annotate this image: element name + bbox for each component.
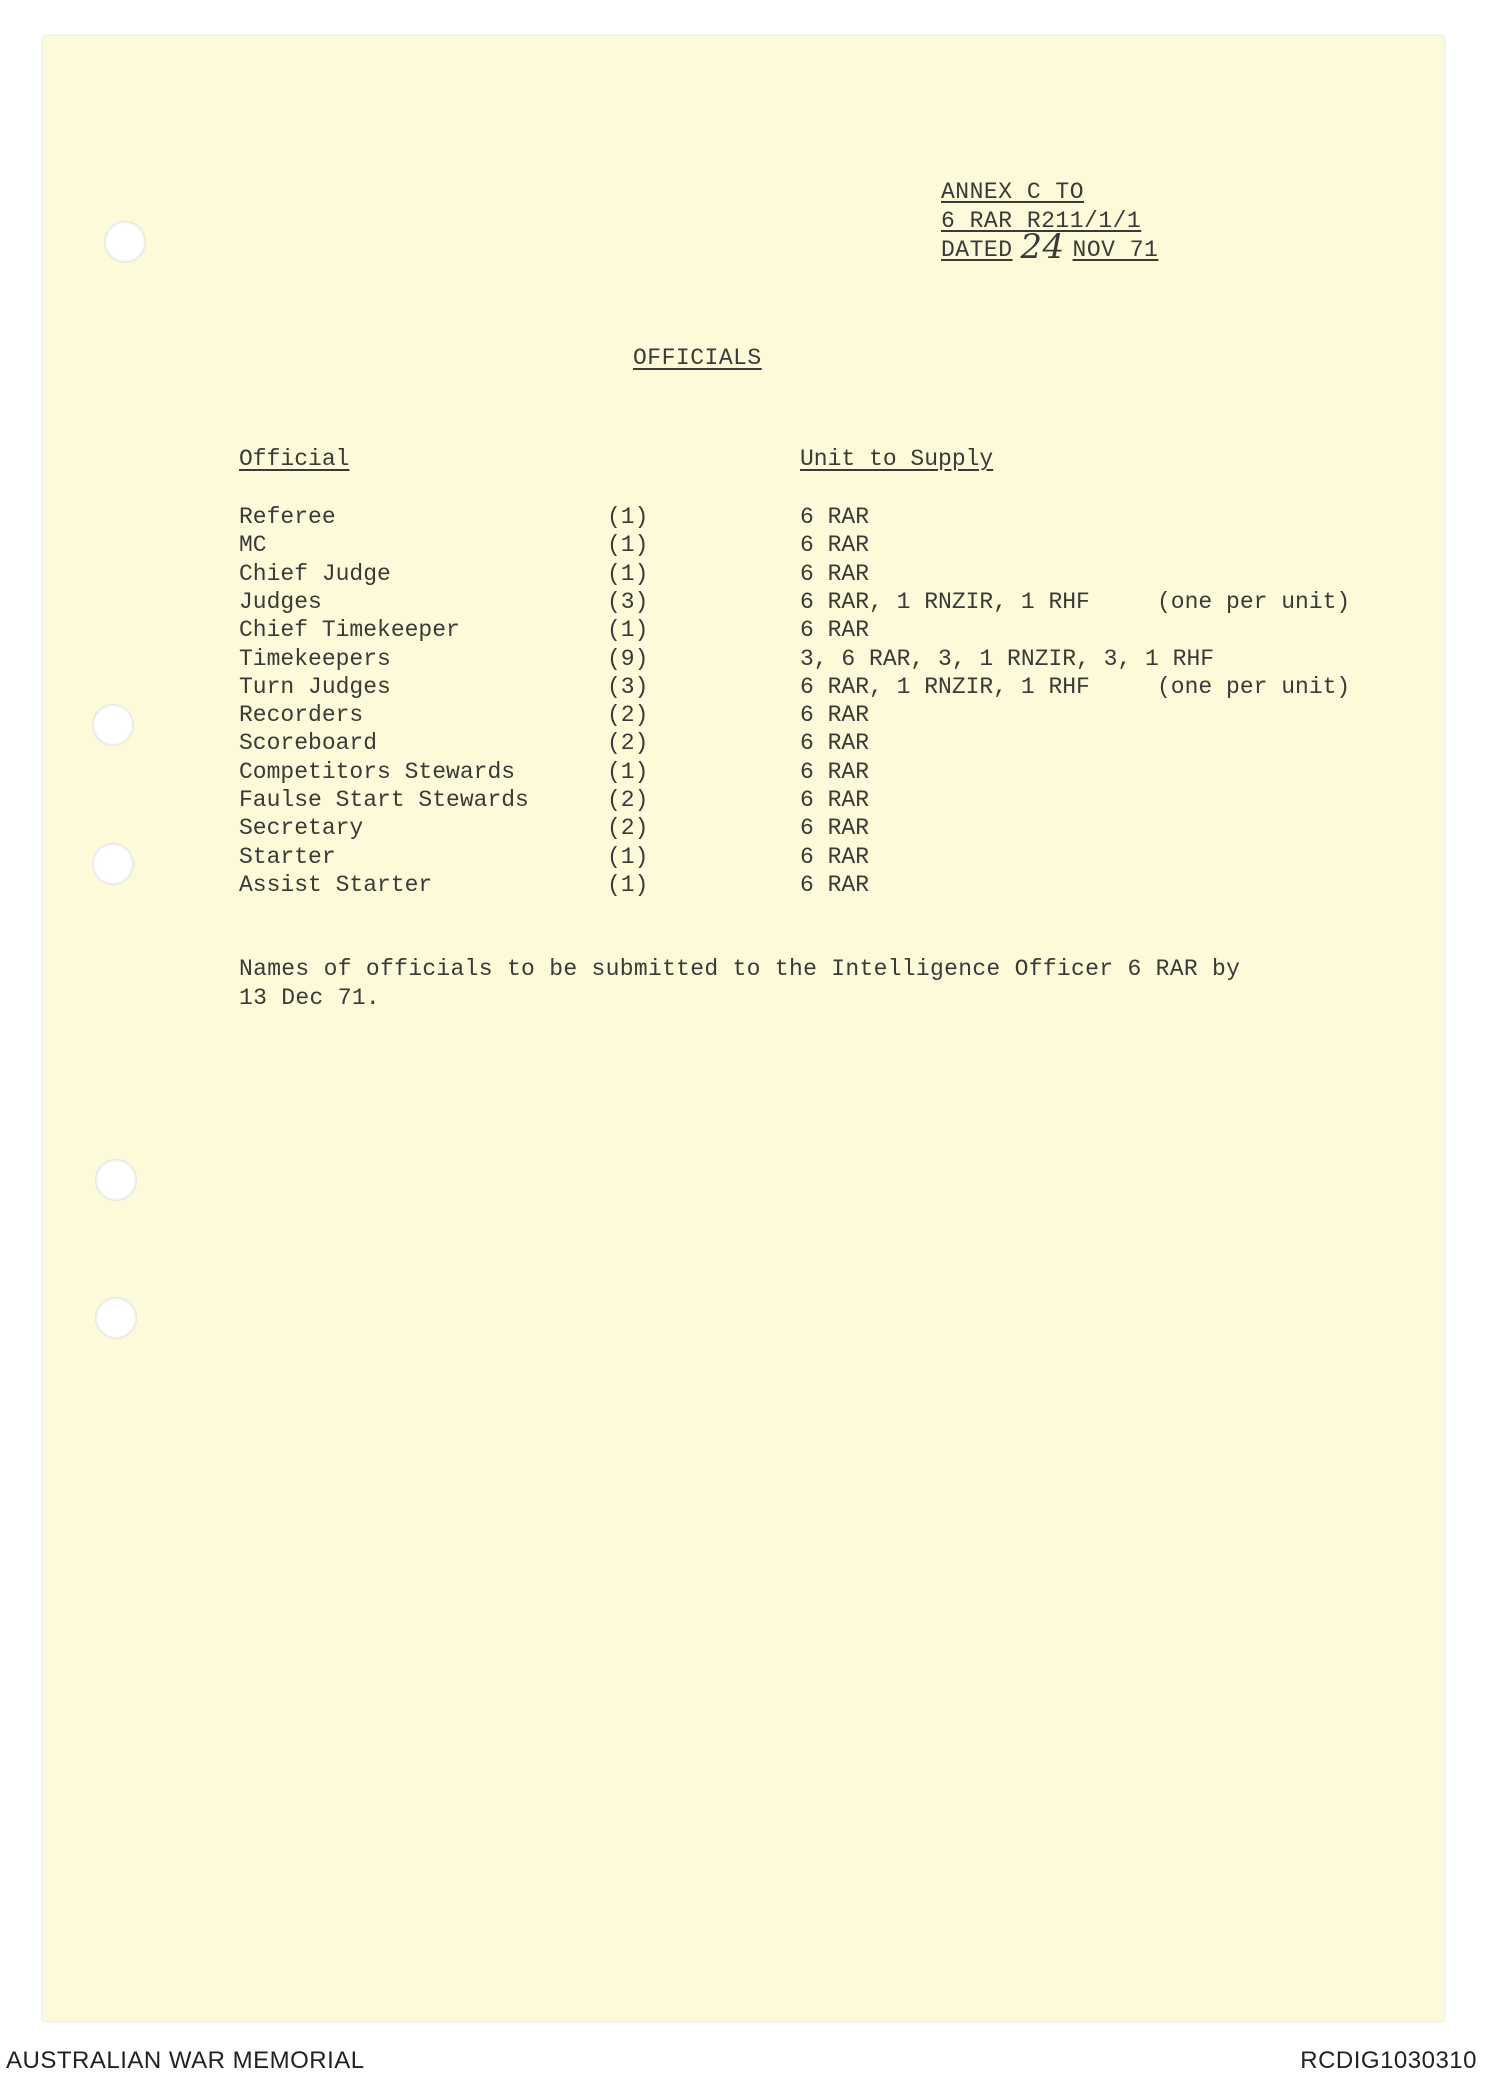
- official-count: (1): [607, 532, 649, 559]
- official-unit: 6 RAR: [800, 871, 870, 898]
- official-unit: 6 RAR, 1 RNZIR, 1 RHF: [800, 588, 1090, 615]
- official-row: [0, 871, 1485, 899]
- official-row: [0, 588, 1485, 616]
- official-name: Assist Starter: [239, 871, 433, 898]
- official-unit: 6 RAR, 1 RNZIR, 1 RHF: [800, 673, 1090, 700]
- official-count: (2): [607, 730, 649, 757]
- punch-hole: [95, 1159, 137, 1201]
- official-row: [0, 758, 1485, 786]
- column-header-unit: Unit to Supply: [800, 446, 994, 472]
- official-name: Referee: [239, 504, 336, 530]
- official-unit: 6 RAR: [800, 702, 870, 729]
- official-unit: 6 RAR: [800, 730, 870, 757]
- dated-prefix: DATED: [941, 237, 1013, 263]
- official-unit: 6 RAR: [800, 617, 870, 644]
- official-unit: 6 RAR: [800, 787, 870, 813]
- official-name: Secretary: [239, 815, 364, 842]
- footnote-line-1: Names of officials to be submitted to the Intelligence Officer 6 RAR by: [239, 956, 1241, 982]
- official-note: (one per unit): [1157, 588, 1351, 615]
- official-row: [0, 531, 1485, 559]
- official-name: Timekeepers: [239, 645, 391, 672]
- official-count: (2): [607, 702, 649, 729]
- official-name: Turn Judges: [239, 673, 391, 700]
- official-count: (3): [607, 588, 649, 615]
- official-unit: 6 RAR: [800, 758, 870, 785]
- annex-line: ANNEX C TO: [941, 179, 1085, 205]
- archive-name: AUSTRALIAN WAR MEMORIAL: [6, 2047, 365, 2074]
- dated-handwritten-day: 24: [1020, 227, 1065, 267]
- official-unit: 6 RAR: [800, 815, 870, 842]
- official-count: (1): [607, 560, 649, 587]
- official-note: (one per unit): [1157, 673, 1351, 700]
- official-count: (1): [607, 617, 649, 644]
- official-count: (1): [607, 843, 649, 870]
- official-row: [0, 843, 1485, 871]
- official-unit: 6 RAR: [800, 843, 870, 870]
- punch-hole: [104, 221, 146, 263]
- official-count: (2): [607, 787, 649, 813]
- official-name: Faulse Start Stewards: [239, 787, 529, 813]
- official-name: Chief Judge: [239, 560, 391, 587]
- official-count: (2): [607, 815, 649, 842]
- official-row: [0, 729, 1485, 757]
- dated-suffix: NOV 71: [1072, 237, 1159, 263]
- column-header-official: Official: [239, 446, 350, 472]
- official-count: (1): [607, 504, 649, 530]
- official-count: (3): [607, 673, 649, 700]
- archive-item-id: RCDIG1030310: [1300, 2047, 1477, 2074]
- punch-hole: [95, 1297, 137, 1339]
- official-name: Judges: [239, 588, 322, 615]
- official-row: [0, 673, 1485, 701]
- official-name: Chief Timekeeper: [239, 617, 460, 644]
- official-name: MC: [239, 532, 267, 559]
- official-name: Competitors Stewards: [239, 758, 516, 785]
- official-row: [0, 701, 1485, 729]
- footnote: [239, 955, 1240, 1013]
- official-name: Scoreboard: [239, 730, 378, 757]
- official-count: (9): [607, 645, 649, 672]
- official-name: Recorders: [239, 702, 364, 729]
- reference-line: 6 RAR R211/1/1: [941, 208, 1142, 234]
- official-row: [0, 786, 1485, 814]
- official-row: [0, 503, 1485, 531]
- official-count: (1): [607, 758, 649, 785]
- official-count: (1): [607, 871, 649, 898]
- document-sheet: [43, 36, 1444, 2021]
- official-unit: 6 RAR: [800, 504, 870, 530]
- official-name: Starter: [239, 843, 336, 870]
- footnote-line-2: 13 Dec 71.: [239, 985, 381, 1011]
- document-title: OFFICIALS: [633, 345, 762, 371]
- official-row: [0, 814, 1485, 842]
- official-row: [0, 645, 1485, 673]
- official-unit: 3, 6 RAR, 3, 1 RNZIR, 3, 1 RHF: [800, 645, 1215, 672]
- official-row: [0, 616, 1485, 644]
- official-row: [0, 560, 1485, 588]
- annex-reference-block: [941, 178, 1158, 265]
- official-unit: 6 RAR: [800, 532, 870, 559]
- dated-line: [941, 227, 1159, 267]
- official-unit: 6 RAR: [800, 560, 870, 587]
